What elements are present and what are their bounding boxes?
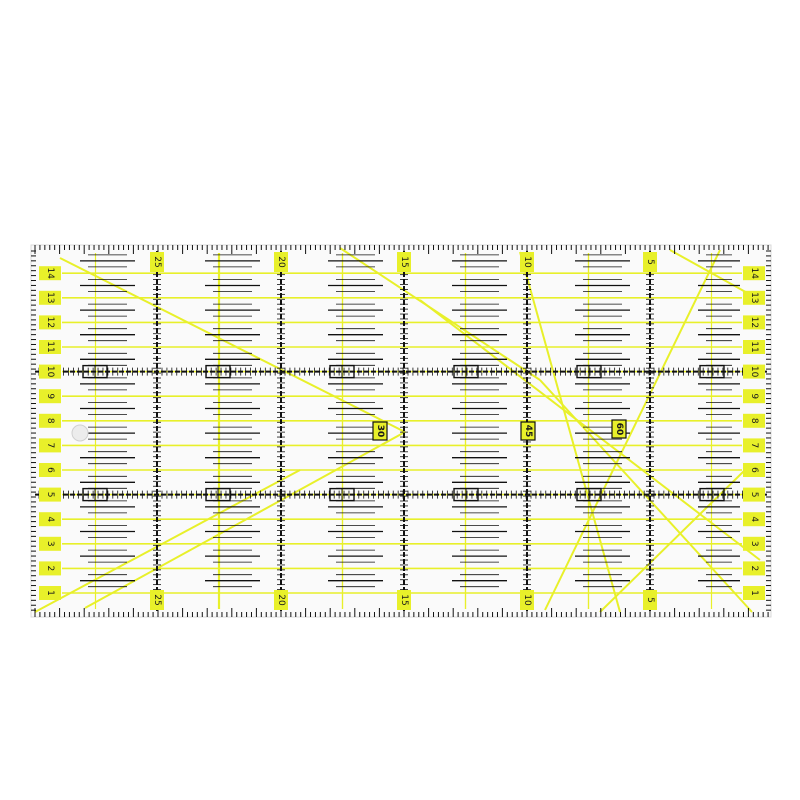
row-label-right: 7: [749, 442, 759, 449]
row-label-right: 1: [749, 590, 759, 596]
row-label-right: 6: [749, 467, 759, 473]
column-label-top: 10: [522, 256, 532, 268]
row-label-right: 10: [749, 365, 759, 378]
column-label-bottom: 5: [645, 597, 655, 603]
row-label-right: 14: [749, 267, 759, 279]
column-label-top: 20: [276, 256, 286, 268]
row-label-left: 6: [45, 467, 55, 473]
hanging-hole: [72, 425, 88, 441]
row-label-right: 11: [749, 341, 759, 353]
angle-label: 30: [375, 424, 385, 438]
angle-label: 60: [614, 422, 624, 436]
column-label-bottom: 15: [399, 594, 409, 606]
column-label-bottom: 20: [276, 594, 286, 606]
row-label-left: 3: [45, 540, 55, 547]
row-label-left: 11: [45, 341, 55, 353]
row-label-left: 14: [45, 267, 55, 279]
row-label-left: 2: [45, 565, 55, 572]
row-label-right: 5: [749, 491, 759, 498]
row-label-left: 9: [45, 393, 55, 400]
row-label-left: 8: [45, 417, 55, 424]
row-label-left: 7: [45, 442, 55, 449]
column-label-bottom: 10: [522, 594, 532, 606]
column-label-top: 15: [399, 256, 409, 268]
row-label-right: 2: [749, 565, 759, 572]
row-label-right: 12: [749, 316, 759, 329]
row-label-left: 4: [45, 516, 55, 523]
row-label-right: 8: [749, 417, 759, 424]
row-label-left: 10: [45, 365, 55, 378]
column-label-top: 25: [152, 256, 162, 268]
column-label-bottom: 25: [152, 594, 162, 606]
row-label-right: 9: [749, 393, 759, 400]
row-label-left: 1: [45, 590, 55, 596]
angle-label: 45: [523, 424, 533, 438]
row-label-right: 3: [749, 540, 759, 547]
row-label-left: 5: [45, 491, 55, 498]
row-label-left: 12: [45, 316, 55, 329]
row-label-right: 13: [749, 292, 759, 304]
row-label-left: 13: [45, 292, 55, 304]
row-label-right: 4: [749, 516, 759, 523]
column-label-top: 5: [645, 259, 655, 265]
